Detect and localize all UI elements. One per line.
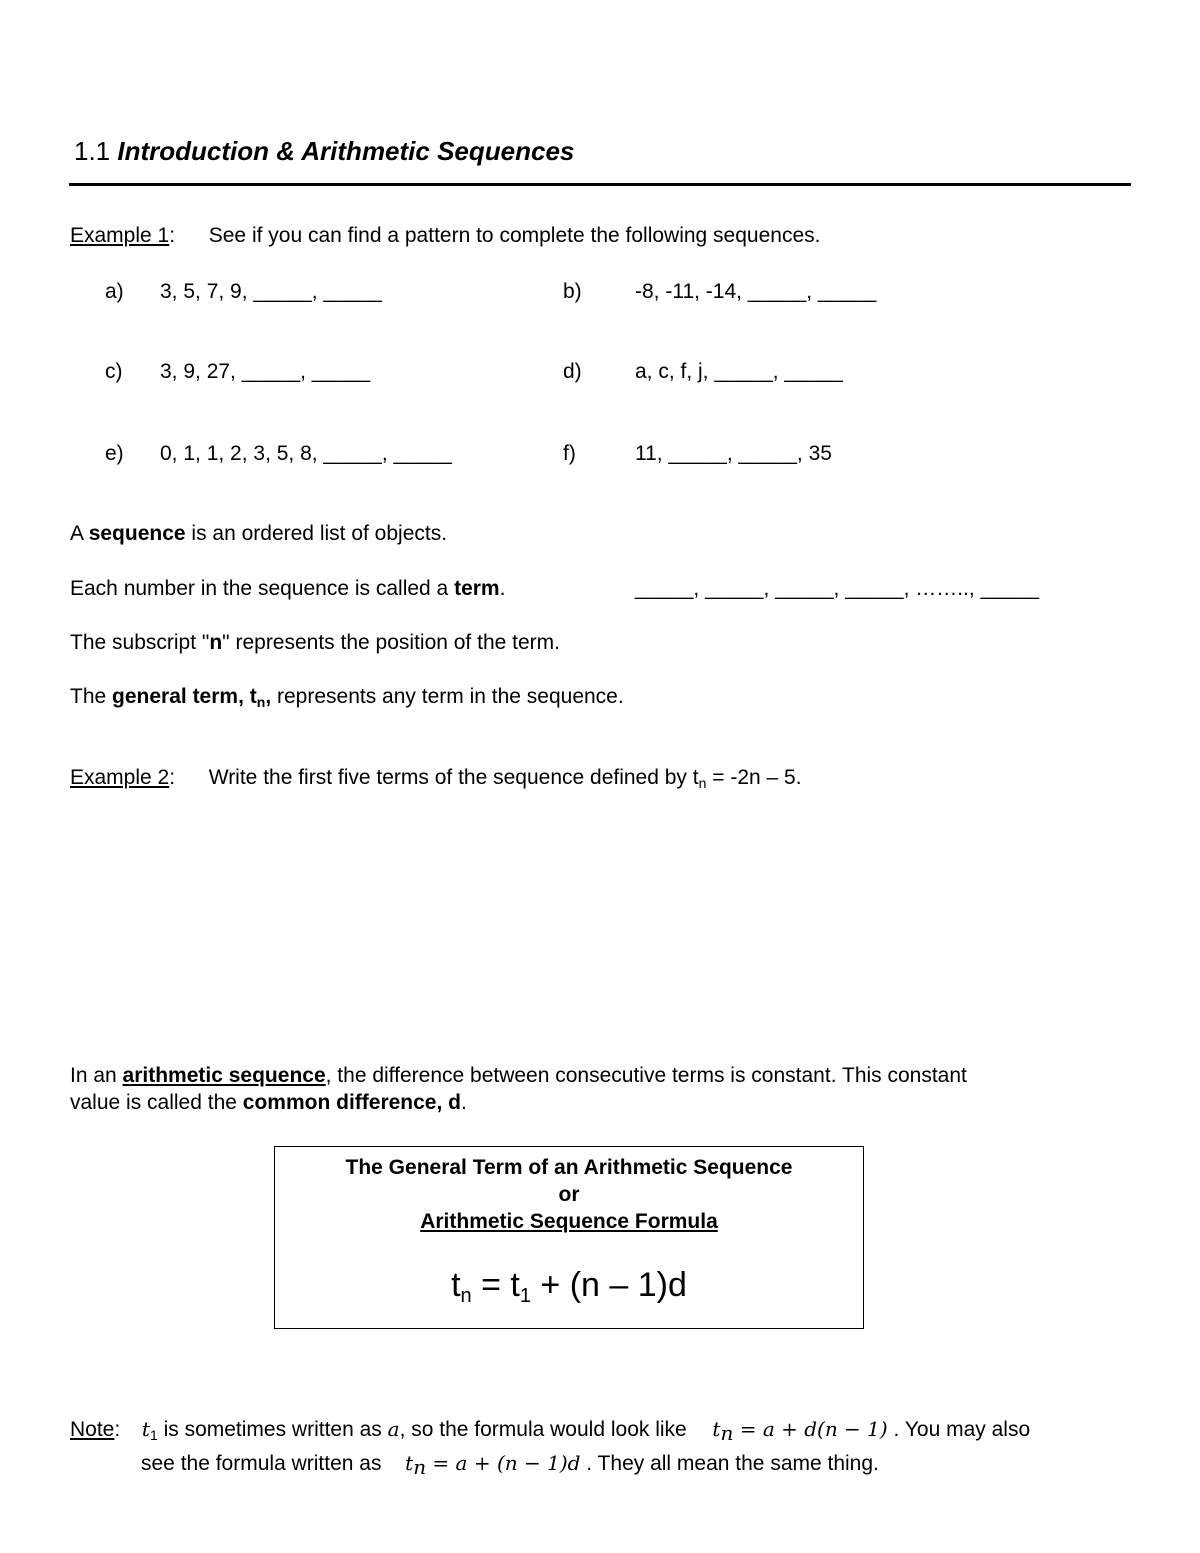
item-e-letter: e) (105, 442, 124, 465)
item-c-sequence: 3, 9, 27, _____, _____ (160, 360, 371, 383)
example2-heading (70, 765, 802, 791)
formula-sub-1: 1 (519, 1285, 531, 1307)
def-seq-bold: sequence (88, 522, 186, 545)
note-formula1-t: t (712, 1417, 721, 1441)
def-term-bold: term (454, 577, 500, 600)
item-d-letter: d) (563, 360, 582, 383)
item-a-letter: a) (105, 280, 124, 303)
def-gen-bold: general term, t (112, 685, 257, 708)
note-formula2-sub: n (413, 1455, 427, 1479)
definition-subscript (70, 630, 560, 656)
example2-text-post: = -2n – 5. (706, 766, 802, 789)
def-gen-post: represents any term in the sequence. (271, 685, 624, 708)
item-f-sequence: 11, _____, _____, 35 (635, 442, 832, 465)
formula-box-subtitle: Arithmetic Sequence Formula (420, 1210, 718, 1233)
arith-line1-post: , the difference between consecutive terms is constant. This constant (325, 1064, 967, 1087)
def-term-post: . (499, 577, 506, 600)
example1-label: Example 1 (70, 224, 170, 247)
formula-end: + (n – 1)d (530, 1266, 687, 1304)
formula-mid: = t (471, 1266, 520, 1304)
item-c-letter: c) (105, 360, 123, 383)
note-t-sub: 1 (149, 1427, 158, 1443)
note-formula1-rest: = a + d(n − 1) (733, 1417, 888, 1441)
page-title (74, 134, 574, 168)
section-number: 1.1 (74, 136, 111, 166)
item-d-sequence: a, c, f, j, _____, _____ (635, 360, 843, 383)
def-sub-pre: The subscript " (70, 631, 210, 654)
note-label: Note (70, 1418, 115, 1441)
def-gen-pre: The (70, 685, 113, 708)
example2-label: Example 2 (70, 766, 170, 789)
formula-sub-n: n (460, 1285, 472, 1307)
definition-sequence (70, 521, 447, 547)
arith-line2-post: . (460, 1091, 467, 1114)
note-colon: : (114, 1418, 121, 1441)
formula-box-or: or (558, 1183, 580, 1206)
note-text3: . You may also (887, 1418, 1031, 1441)
note-a: a (387, 1417, 400, 1441)
note-line2 (141, 1450, 879, 1477)
def-seq-pre: A (70, 522, 89, 545)
title-rule (69, 183, 1131, 186)
section-title: Introduction & Arithmetic Sequences (117, 136, 575, 166)
example1-heading (70, 223, 820, 249)
arith-line1-pre: In an (70, 1064, 123, 1087)
def-gen-sub: n (256, 694, 266, 710)
item-b-sequence: -8, -11, -14, _____, _____ (635, 280, 877, 303)
def-sub-bold: n (209, 631, 223, 654)
example1-colon: : (169, 224, 176, 247)
note-formula2-t: t (405, 1451, 414, 1475)
example1-instruction: See if you can find a pattern to complete the following sequences. (208, 224, 821, 247)
formula-t: t (451, 1266, 461, 1304)
def-term-pre: Each number in the sequence is called a (70, 577, 455, 600)
term-blanks: _____, _____, _____, _____, …….., _____ (635, 577, 1039, 600)
formula-box-title: The General Term of an Arithmetic Sequence (345, 1156, 793, 1179)
item-b-letter: b) (563, 280, 582, 303)
definition-general-term (70, 684, 624, 710)
note-text2: , so the formula would look like (399, 1418, 687, 1441)
note-line2-pre: see the formula written as (141, 1452, 382, 1475)
arith-line1-bold: arithmetic sequence (122, 1064, 326, 1087)
item-f-letter: f) (563, 442, 576, 465)
item-a-sequence: 3, 5, 7, 9, _____, _____ (160, 280, 382, 303)
general-term-formula (275, 1265, 863, 1305)
arithmetic-definition-line1 (70, 1063, 967, 1089)
example2-sub: n (698, 775, 707, 791)
note-t: t (141, 1417, 150, 1441)
note-formula1-sub: n (720, 1421, 734, 1445)
item-e-sequence: 0, 1, 1, 2, 3, 5, 8, _____, _____ (160, 442, 452, 465)
arithmetic-definition-line2 (70, 1090, 467, 1116)
def-sub-post: " represents the position of the term. (222, 631, 560, 654)
def-gen-comma: , (265, 685, 272, 708)
arith-line2-pre: value is called the (70, 1091, 243, 1114)
example2-text-pre: Write the first five terms of the sequence defined by t (208, 766, 699, 789)
example2-colon: : (169, 766, 176, 789)
note-line1 (70, 1416, 1030, 1443)
definition-term (70, 576, 505, 602)
note-line2-post: . They all mean the same thing. (580, 1452, 879, 1475)
note-text1: is sometimes written as (157, 1418, 388, 1441)
formula-box (274, 1146, 864, 1329)
note-formula2-rest: = a + (n − 1)d (426, 1451, 581, 1475)
arith-line2-bold: common difference, d (242, 1091, 461, 1114)
def-seq-post: is an ordered list of objects. (185, 522, 448, 545)
